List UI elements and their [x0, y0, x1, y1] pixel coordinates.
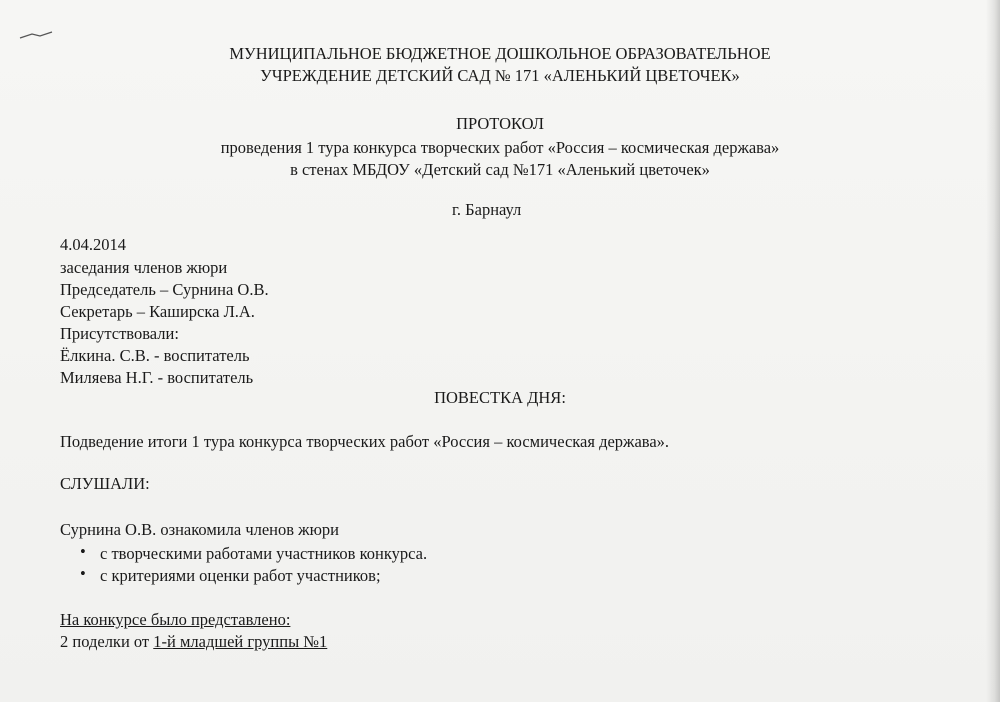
member-2: Миляева Н.Г. - воспитатель — [60, 368, 254, 387]
protocol-heading: ПРОТОКОЛ — [456, 114, 544, 133]
protocol-subtitle-line1: проведения 1 тура конкурса творческих работ «Россия – космическая держава» — [220, 138, 780, 157]
presented-line — [60, 632, 327, 652]
chairperson: Председатель – Сурнина О.В. — [60, 280, 269, 299]
heard-item-1: с творческими работами участников конкурса. — [100, 544, 428, 563]
meeting-date: 4.04.2014 — [60, 235, 126, 254]
city: г. Барнаул — [452, 200, 522, 219]
agenda-heading: ПОВЕСТКА ДНЯ: — [434, 388, 566, 407]
member-1: Ёлкина. С.В. - воспитатель — [60, 346, 250, 365]
org-name-line2: УЧРЕЖДЕНИЕ ДЕТСКИЙ САД № 171 «АЛЕНЬКИЙ ЦВЕТОЧЕК» — [260, 66, 740, 85]
presented-heading: На конкурсе было представлено: — [60, 610, 291, 629]
org-name-line1: МУНИЦИПАЛЬНОЕ БЮДЖЕТНОЕ ДОШКОЛЬНОЕ ОБРАЗОВАТЕЛЬНОЕ — [229, 44, 771, 63]
page-shadow — [986, 0, 1000, 702]
present-label: Присутствовали: — [60, 324, 179, 343]
presented-line-prefix: 2 поделки от — [60, 632, 154, 651]
heard-item-2: с критериями оценки работ участников; — [100, 566, 381, 585]
secretary: Секретарь – Каширска Л.А. — [60, 302, 255, 321]
protocol-subtitle-line2: в стенах МБДОУ «Детский сад №171 «Аленький цветочек» — [290, 160, 710, 179]
agenda-text: Подведение итоги 1 тура конкурса творческих работ «Россия – космическая держава». — [60, 432, 670, 451]
pen-mark-icon — [18, 30, 54, 40]
bullet-icon: • — [80, 542, 86, 561]
presented-line-group: 1-й младшей группы №1 — [153, 632, 328, 651]
bullet-icon: • — [80, 564, 86, 583]
heard-heading: СЛУШАЛИ: — [60, 474, 150, 493]
meeting-subject: заседания членов жюри — [60, 258, 228, 277]
heard-intro: Сурнина О.В. ознакомила членов жюри — [60, 520, 339, 539]
